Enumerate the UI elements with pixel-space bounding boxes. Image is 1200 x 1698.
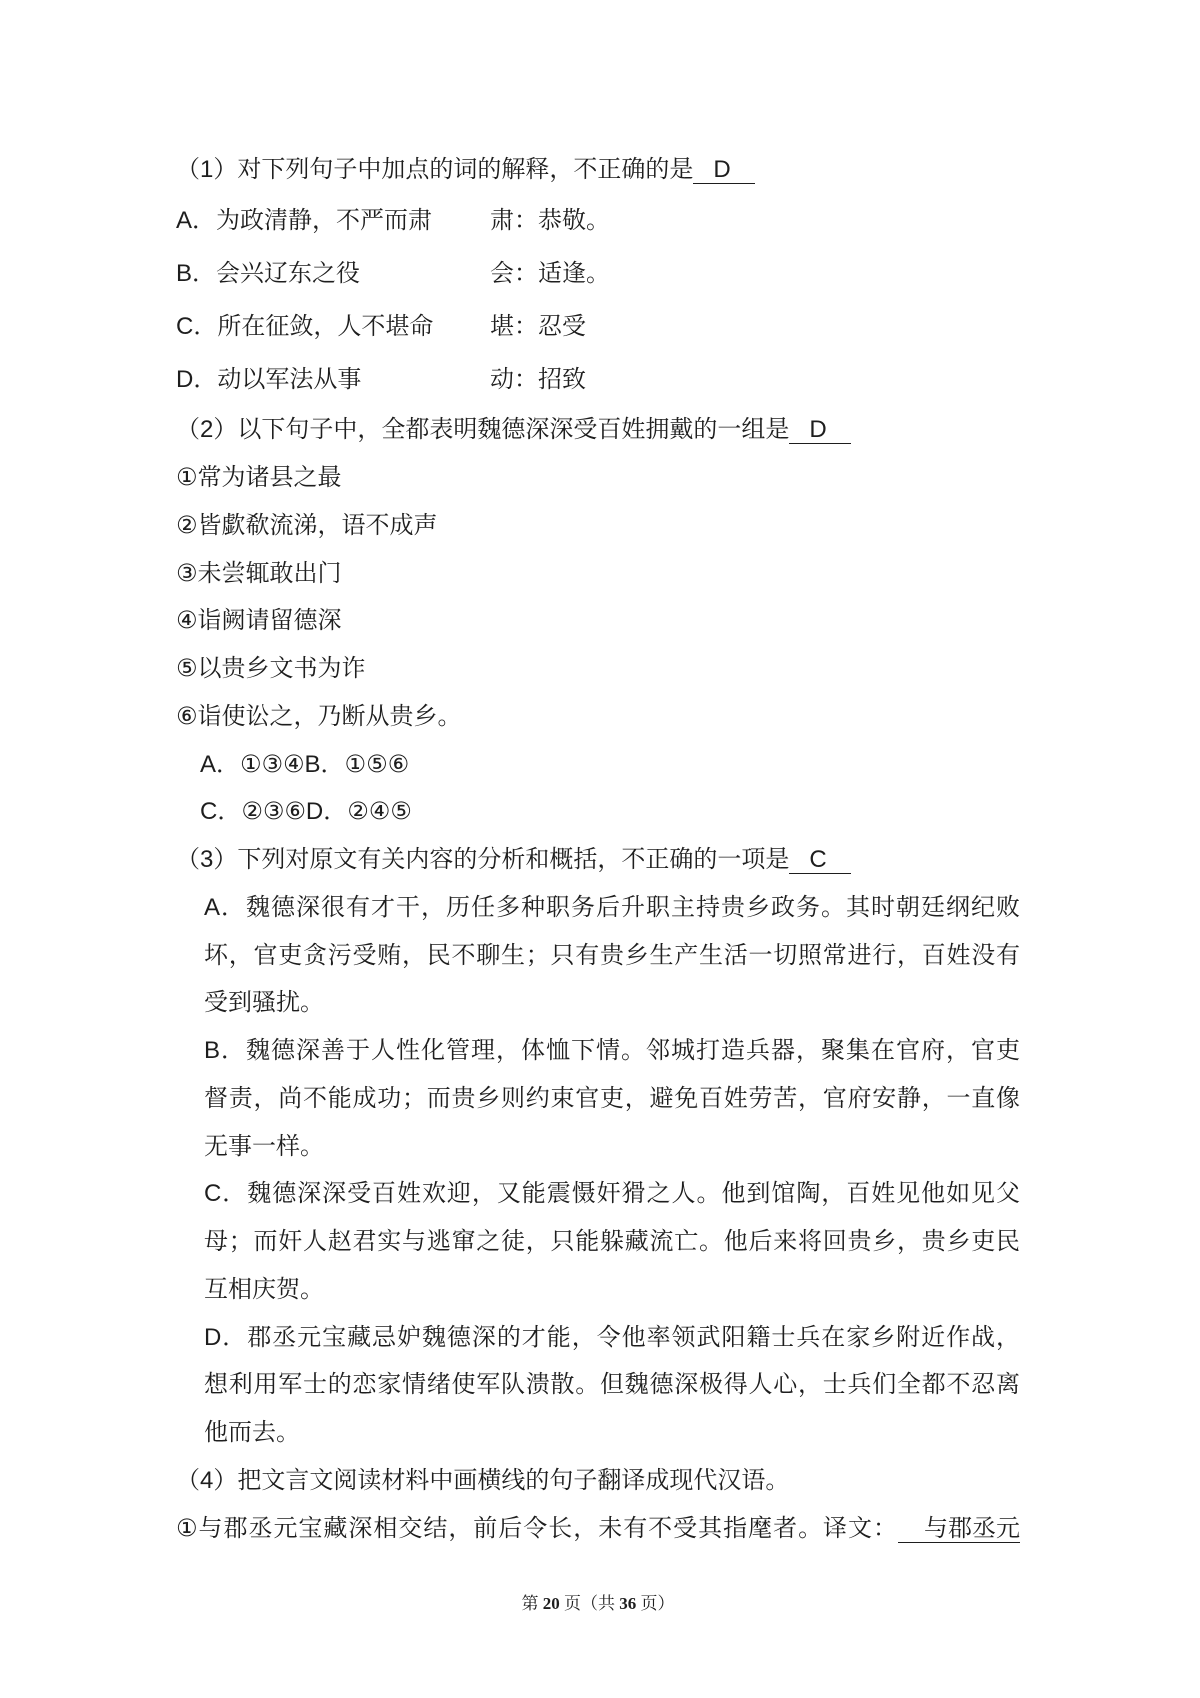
q3-option-a-line-2: 坏，官吏贪污受贿，民不聊生；只有贵乡生产生活一切照常进行，百姓没有 xyxy=(204,941,1020,969)
q2-sentence-2: ②皆歔欷流涕，语不成声 xyxy=(176,511,438,539)
q2-sentence-1: ①常为诸县之最 xyxy=(176,464,342,491)
footer-middle: 页（共 xyxy=(559,1594,620,1613)
q1-option-d-gloss: 动：招致 xyxy=(490,366,586,393)
q2-answer-blank: D xyxy=(789,417,850,444)
footer-suffix: 页） xyxy=(636,1594,675,1613)
q1-option-d xyxy=(0,353,1200,406)
q1-option-c xyxy=(0,300,1200,353)
page-content xyxy=(0,146,1200,1552)
q1-option-b-gloss: 会：适逢。 xyxy=(490,260,610,287)
q1-option-b-text: B．会兴辽东之役 xyxy=(176,260,361,287)
q3-option-d-line-3: 他而去。 xyxy=(204,1419,300,1446)
footer-total-pages: 36 xyxy=(619,1594,637,1613)
q3-option-b-line-3: 无事一样。 xyxy=(204,1132,324,1160)
q3-option-b-line-1: B．魏德深善于人性化管理，体恤下情。邻城打造兵器，聚集在官府，官吏 xyxy=(204,1037,1020,1064)
q1-stem-text: （1）对下列句子中加点的词的解释，不正确的是 xyxy=(176,156,694,183)
q3-option-d-line-1: D．郡丞元宝藏忌妒魏德深的才能，令他率领武阳籍士兵在家乡附近作战， xyxy=(204,1323,1020,1351)
q3-option-b xyxy=(0,1027,1200,1170)
q2-sentence-5: ⑤以贵乡文书为诈 xyxy=(176,655,366,682)
q3-option-c-line-2: 母；而奸人赵君实与逃窜之徒，只能躲藏流亡。他后来将回贵乡，贵乡吏民 xyxy=(204,1228,1020,1255)
q1-option-a-gloss: 肃：恭敬。 xyxy=(490,207,610,234)
q1-answer-blank: D xyxy=(693,157,754,184)
q2-sentence-3: ③未尝辄敢出门 xyxy=(176,559,342,587)
q2-choices-cd: C．②③⑥D．②④⑤ xyxy=(200,798,412,826)
q2-stem-text: （2）以下句子中，全都表明魏德深深受百姓拥戴的一组是 xyxy=(176,416,790,443)
q1-option-c-gloss: 堪：忍受 xyxy=(490,313,586,340)
q4-item-1 xyxy=(176,1505,1020,1553)
page-footer xyxy=(176,1592,1020,1616)
footer-page-number: 20 xyxy=(542,1594,560,1613)
q3-option-a xyxy=(0,884,1200,1027)
q4-item-1-sentence: ①与郡丞元宝藏深相交结，前后令长，未有不受其指麾者。译文： xyxy=(176,1514,898,1542)
q3-option-a-line-3: 受到骚扰。 xyxy=(204,989,324,1017)
q1-option-a xyxy=(0,194,1200,247)
q2-sentence-4: ④诣阙请留德深 xyxy=(176,607,342,635)
q3-stem-text: （3）下列对原文有关内容的分析和概括，不正确的一项是 xyxy=(176,846,790,873)
q3-option-c-line-1: C．魏德深深受百姓欢迎，又能震慑奸猾之人。他到馆陶，百姓见他如见父 xyxy=(204,1180,1020,1208)
q2-sentence-6: ⑥诣使讼之，乃断从贵乡。 xyxy=(176,702,462,730)
q3-answer-blank: C xyxy=(789,847,850,874)
q3-option-d-line-2: 想利用军士的恋家情绪使军队溃散。但魏德深极得人心，士兵们全都不忍离 xyxy=(204,1371,1020,1399)
q1-option-a-text: A．为政清静，不严而肃 xyxy=(176,207,433,234)
q3-stem xyxy=(0,836,1200,884)
q3-option-a-line-1: A．魏德深很有才干，历任多种职务后升职主持贵乡政务。其时朝廷纲纪败 xyxy=(204,893,1020,921)
q3-option-c-line-3: 互相庆贺。 xyxy=(204,1275,324,1303)
q2-choices-ab: A．①③④B．①⑤⑥ xyxy=(200,750,410,778)
q4-stem: （4）把文言文阅读材料中画横线的句子翻译成现代汉语。 xyxy=(176,1466,790,1494)
q1-option-d-text: D．动以军法从事 xyxy=(176,366,362,393)
q3-option-d xyxy=(0,1314,1200,1457)
q3-option-b-line-2: 督责，尚不能成功；而贵乡则约束官吏，避免百姓劳苦，官府安静，一直像 xyxy=(204,1084,1020,1112)
q2-stem xyxy=(0,406,1200,454)
q1-stem xyxy=(0,146,1200,194)
q3-option-c xyxy=(0,1170,1200,1313)
q1-option-b xyxy=(0,247,1200,300)
q1-option-c-text: C．所在征敛，人不堪命 xyxy=(176,313,434,340)
q4-item-1-translation-blank: 与郡丞元 xyxy=(898,1516,1020,1543)
footer-prefix: 第 xyxy=(521,1594,543,1613)
